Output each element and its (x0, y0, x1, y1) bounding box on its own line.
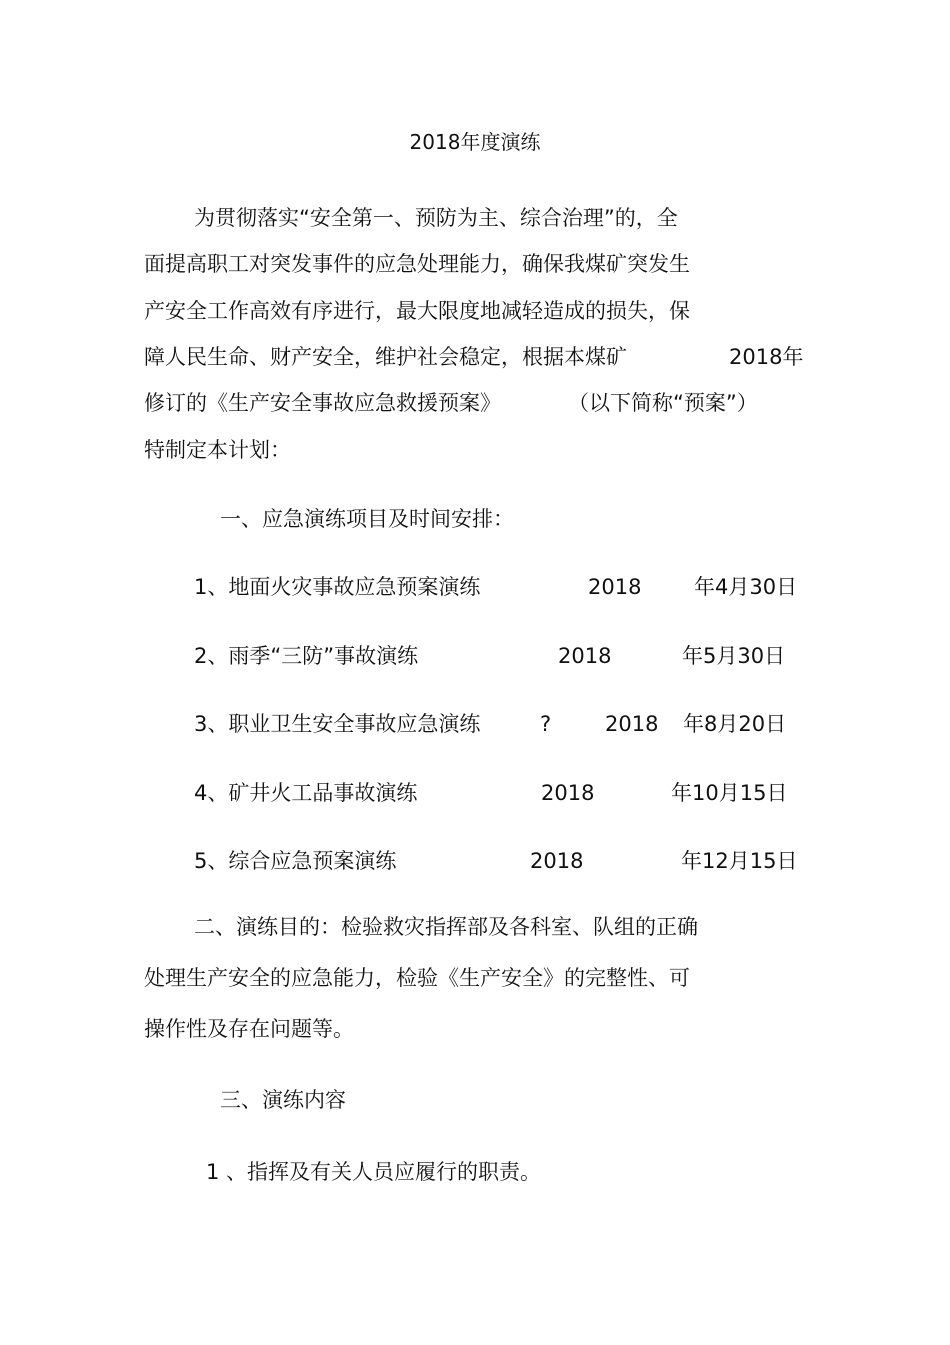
section-3-heading: 三、演练内容 (220, 1088, 346, 1112)
schedule-item: 5、综合应急预案演练 (194, 849, 397, 873)
content-item-1: 1 、指挥及有关人员应履行的职责。 (206, 1160, 542, 1184)
schedule-item: 4、矿井火工品事故演练 (194, 781, 418, 805)
intro-line-3: 产安全工作高效有序进行，最大限度地减轻造成的损失，保 (144, 299, 690, 323)
document-title: 2018年度演练 (409, 130, 541, 154)
schedule-date: 年4月30日 (694, 575, 798, 599)
schedule-item: 1、地面火灾事故应急预案演练 (194, 575, 481, 599)
intro-line-1: 为贯彻落实“安全第一、预防为主、综合治理”的，全 (194, 206, 678, 230)
schedule-row (0, 779, 950, 807)
section-2-line-2: 处理生产安全的应急能力，检验《生产安全》的完整性、可 (144, 966, 690, 990)
schedule-row (0, 573, 950, 601)
section-2-line-3: 操作性及存在问题等。 (144, 1017, 354, 1041)
schedule-row (0, 847, 950, 875)
intro-line-6: 特制定本计划： (144, 438, 291, 462)
schedule-item: 3、职业卫生安全事故应急演练 (194, 712, 481, 736)
section-1-heading: 一、应急演练项目及时间安排： (220, 507, 514, 531)
intro-line-5: 修订的《生产安全事故应急救援预案》 (144, 391, 501, 415)
schedule-row (0, 642, 950, 670)
intro-year: 2018年 (729, 345, 804, 369)
schedule-mark: ? (540, 712, 552, 736)
intro-note: （以下简称“预案”） (568, 391, 758, 415)
schedule-date: 年10月15日 (671, 781, 788, 805)
schedule-year: 2018 (530, 849, 584, 873)
intro-line-4: 障人民生命、财产安全，维护社会稳定，根据本煤矿 (144, 345, 627, 369)
schedule-year: 2018 (541, 781, 595, 805)
section-2-line-1: 二、演练目的：检验救灾指挥部及各科室、队组的正确 (194, 915, 698, 939)
schedule-date: 年12月15日 (681, 849, 798, 873)
intro-line-2: 面提高职工对突发事件的应急处理能力，确保我煤矿突发生 (144, 252, 690, 276)
schedule-year: 2018 (588, 575, 642, 599)
schedule-year: 2018 (558, 644, 612, 668)
schedule-row (0, 710, 950, 738)
schedule-date: 年8月20日 (683, 712, 787, 736)
schedule-year: 2018 (605, 712, 659, 736)
schedule-date: 年5月30日 (682, 644, 786, 668)
schedule-item: 2、雨季“三防”事故演练 (194, 644, 419, 668)
